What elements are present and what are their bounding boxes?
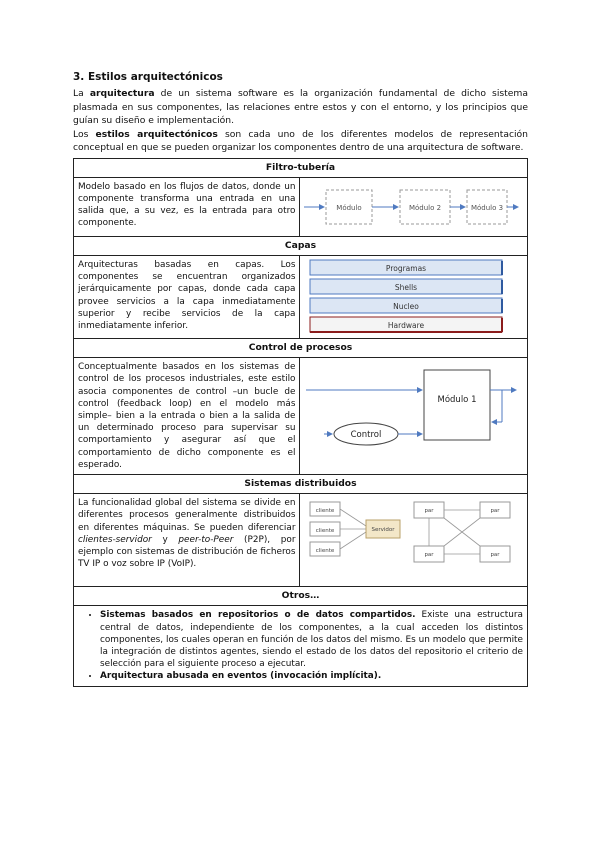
p1-rest: de un sistema software es la organización fundamental de dicho sistema plasmada en sus componentes, las relaciones entre estos y con el entorno, y los principios que guían su diseño e implementación.	[73, 88, 528, 126]
dist-text-a: La funcionalidad global del sistema se divide en diferentes procesos generalmente distribuidos en diferentes máquinas. Se pueden diferenciar	[78, 498, 296, 533]
layer-label-programas: Programas	[386, 263, 427, 273]
peer-label-2: par	[490, 508, 501, 515]
dist-text-c: (P2P), por ejemplo con sistemas de distribución de ficheros TV IP o voz sobre IP (VoIP).	[78, 534, 296, 570]
p1-lead: La	[73, 88, 90, 99]
module-1-box	[424, 370, 490, 440]
paragraph-styles	[73, 128, 528, 155]
server-label: Servidor	[371, 527, 396, 534]
header-capas: Capas	[74, 236, 528, 255]
p2-lead: Los	[73, 128, 96, 140]
diagram-capas	[300, 255, 528, 338]
client-label-2: cliente	[316, 528, 335, 535]
text-capas: Arquitecturas basadas en capas. Los componentes se encuentran organizados jerárquicamente por capas, donde cada capa provee servicios a la capa inmediatamente superior y recibe servicios de la capa inmediatamente inferior.	[74, 255, 300, 338]
link-c3-s	[340, 532, 366, 549]
header-control: Control de procesos	[74, 338, 528, 357]
module-label-1: Módulo	[336, 203, 363, 212]
header-otros: Otros…	[74, 587, 528, 606]
otros-list	[78, 609, 523, 682]
text-control: Conceptualmente basados en los sistemas de control de los procesos industriales, este estilo asocia componentes de control –un bucle de control (feedback loop) en el modelo más simple– bien a la entrada o bien a la salida de un determinado proceso para supervisar su comportamiento y asegurar así que el comportamiento de dicho componente es el esperado.	[74, 358, 300, 475]
control-label: Control	[351, 430, 382, 441]
page-content	[73, 70, 528, 687]
link-c1-s	[340, 509, 366, 526]
p1-bold: arquitectura	[89, 88, 155, 99]
text-distribuidos	[74, 494, 300, 587]
module-label-3: Módulo 3	[471, 203, 504, 212]
section-title: 3. Estilos arquitectónicos	[73, 71, 223, 83]
otros-item-eventos	[100, 670, 523, 682]
header-filtro: Filtro-tubería	[74, 158, 528, 177]
p2-rest: son cada uno de los diferentes modelos de representación conceptual en que se pueden organizar los componentes dentro de una arquitectura de software.	[73, 128, 528, 153]
peer-label-1: par	[424, 508, 435, 515]
paragraph-architecture	[73, 87, 528, 128]
otros-item1-bold: Sistemas basados en repositorios o de datos compartidos.	[100, 610, 416, 621]
module-label-2: Módulo 2	[409, 203, 442, 212]
layer-label-shells: Shells	[395, 282, 418, 292]
peer-label-3: par	[424, 552, 435, 559]
diagram-distribuidos	[300, 494, 528, 587]
p2-bold: estilos arquitectónicos	[95, 128, 218, 140]
layer-label-nucleo: Nucleo	[393, 301, 420, 311]
client-label-1: cliente	[316, 508, 335, 515]
header-distribuidos: Sistemas distribuidos	[74, 474, 528, 493]
otros-item-repositorios	[100, 609, 523, 670]
otros-content	[74, 606, 528, 686]
client-label-3: cliente	[316, 548, 335, 555]
dist-text-b: y	[151, 534, 179, 545]
module-1-label: Módulo 1	[437, 395, 477, 406]
styles-table	[73, 158, 528, 687]
diagram-filtro	[300, 177, 528, 236]
otros-item1-rest: Existe una estructura central de datos, independiente de los componentes, a la cual acceden los distintos componentes, los cuales operan en función de los datos del mismo. Es un modelo que permite la integración de distintos agentes, siendo el estado de los datos del repositorio el criterio de selección para el siguiente proceso a ejecutar.	[100, 610, 524, 670]
peer-label-4: par	[490, 552, 501, 559]
diagram-control	[300, 358, 528, 475]
dist-text-i1: clientes-servidor	[78, 534, 152, 545]
otros-item2-bold: Arquitectura abusada en eventos (invocación implícita).	[100, 671, 382, 682]
text-filtro: Modelo basado en los flujos de datos, donde un componente transforma una entrada en una salida que, a su vez, es la entrada para otro componente.	[74, 177, 300, 236]
dist-text-i2: peer-to-Peer	[178, 534, 234, 545]
layer-label-hardware: Hardware	[388, 320, 425, 330]
